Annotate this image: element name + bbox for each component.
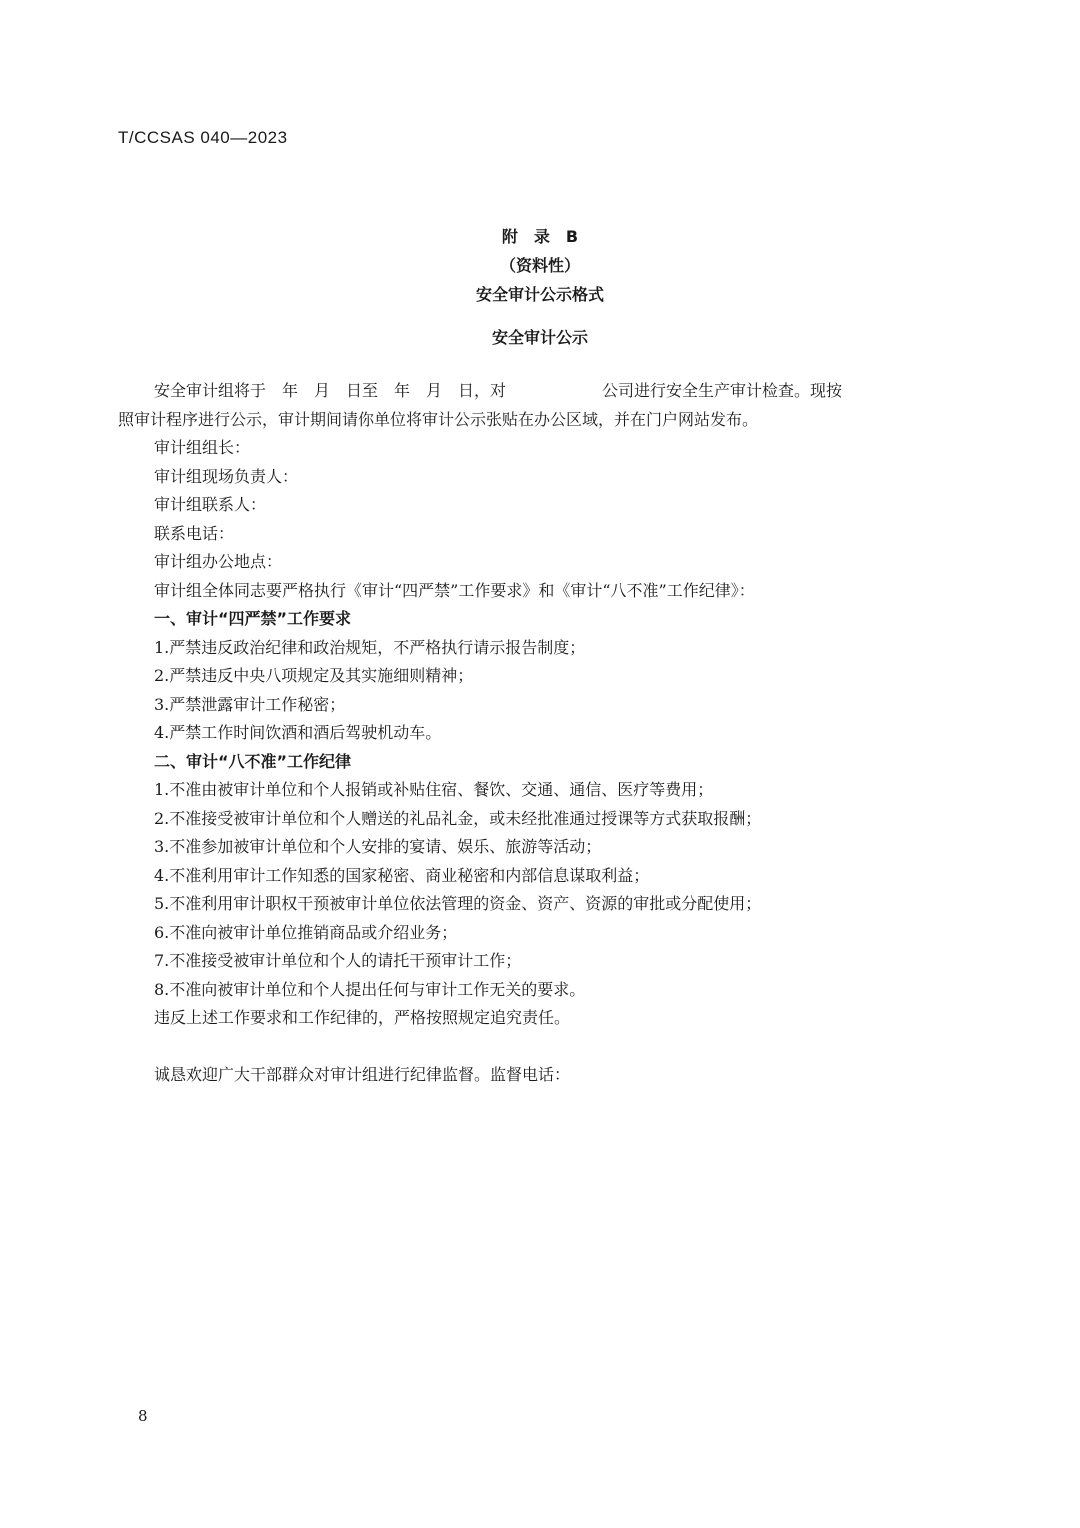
section-2-item: 7.不准接受被审计单位和个人的请托干预审计工作； (154, 951, 522, 970)
field-contact: 审计组联系人： (154, 495, 267, 514)
notice-title: 安全审计公示 (491, 328, 588, 347)
section-2-item: 3.不准参加被审计单位和个人安排的宴请、娱乐、旅游等活动； (154, 837, 602, 856)
section-1-item: 1.严禁违反政治纪律和政治规矩，不严格执行请示报告制度； (154, 637, 586, 657)
appendix-nature: （资料性） (499, 256, 580, 275)
section-2-item: 6.不准向被审计单位推销商品或介绍业务； (154, 922, 458, 942)
section-2-title: 二、审计“八不准”工作纪律 (154, 751, 352, 771)
section-2-item: 8.不准向被审计单位和个人提出任何与审计工作无关的要求。 (154, 979, 586, 999)
supervision-line: 诚恳欢迎广大干部群众对审计组进行纪律监督。监督电话： (154, 1064, 571, 1084)
section-2-item: 1.不准由被审计单位和个人报销或补贴住宿、餐饮、交通、通信、医疗等费用； (154, 780, 714, 799)
notice-body (118, 377, 960, 1089)
document-code: T/CCSAS 040—2023 (118, 128, 288, 147)
section-1-title: 一、审计“四严禁”工作要求 (154, 609, 352, 628)
field-phone: 联系电话： (154, 523, 235, 543)
field-onsite-lead: 审计组现场负责人： (154, 466, 299, 486)
section-1-item: 4.严禁工作时间饮酒和酒后驾驶机动车。 (154, 723, 442, 742)
section-2-item: 2.不准接受被审计单位和个人赠送的礼品礼金，或未经批准通过授课等方式获取报酬； (154, 808, 762, 828)
section-1-item: 3.严禁泄露审计工作秘密； (154, 694, 346, 714)
page-number: 8 (138, 1407, 148, 1425)
appendix-label: 附 录 B (501, 227, 579, 246)
section-2-item: 4.不准利用审计工作知悉的国家秘密、商业秘密和内部信息谋取利益； (154, 865, 650, 885)
intro-line-2: 照审计程序进行公示，审计期间请你单位将审计公示张贴在办公区域，并在门户网站发布。 (118, 409, 759, 429)
intro-line-1: 安全审计组将于 年 月 日至 年 月 日，对 公司进行安全生产审计检查。现按 (154, 381, 843, 400)
field-leader: 审计组组长： (154, 438, 251, 457)
violation-line: 违反上述工作要求和工作纪律的，严格按照规定追究责任。 (154, 1008, 571, 1027)
appendix-title: 安全审计公示格式 (475, 285, 604, 304)
section-1-item: 2.严禁违反中央八项规定及其实施细则精神； (154, 666, 474, 685)
field-office: 审计组办公地点： (154, 552, 283, 571)
section-2-item: 5.不准利用审计职权干预被审计单位依法管理的资金、资产、资源的审批或分配使用； (154, 894, 762, 913)
commitment-line: 审计组全体同志要严格执行《审计“四严禁”工作要求》和《审计“八不准”工作纪律》： (154, 580, 755, 600)
